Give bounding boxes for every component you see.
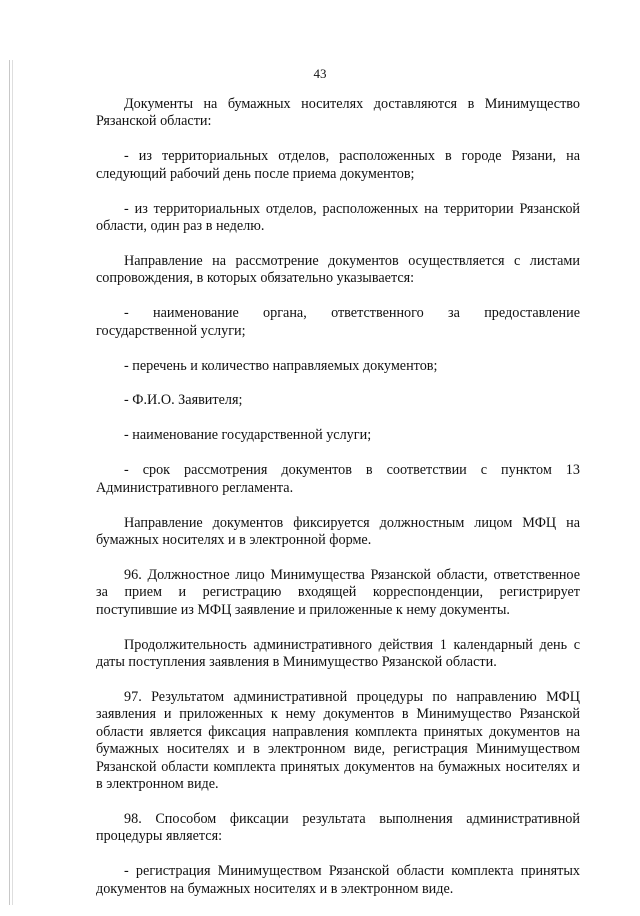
paragraph-service-name: - наименование государственной услуги; bbox=[124, 427, 372, 444]
document-body bbox=[96, 96, 580, 916]
paragraph-registration: - регистрация Минимуществом Рязанской области комплекта принятых документов на бумажных носителях и в электронном виде. bbox=[96, 863, 580, 897]
paragraph-delivery-intro: Документы на бумажных носителях доставляются в Минимущество Рязанской области: bbox=[96, 96, 580, 130]
paragraph-ryazan-city: - из территориальных отделов, расположенных в городе Рязани, на следующий рабочий день после приема документов; bbox=[96, 148, 580, 182]
paragraph-duration: Продолжительность административного действия 1 календарный день с даты поступления заявления в Минимущество Рязанской области. bbox=[96, 636, 580, 671]
scan-edge-line-inner bbox=[12, 60, 13, 905]
paragraph-applicant-name: - Ф.И.О. Заявителя; bbox=[124, 392, 243, 409]
paragraph-item-98: 98. Способом фиксации результата выполнения административной процедуры является: bbox=[96, 810, 580, 845]
paragraph-item-97: 97. Результатом административной процедуры по направлению МФЦ заявления и приложенных к нему документов в Минимущество Рязанской области является фиксация направления комплекта принятых документов на бумажных носителях и в электронном виде, регистрация Минимуществом Рязанской области комплекта принятых документов на бумажных носителях и в электронном виде. bbox=[96, 688, 580, 792]
paragraph-cover-sheets: Направление на рассмотрение документов осуществляется с листами сопровождения, в которых обязательно указывается: bbox=[96, 252, 580, 287]
paragraph-item-96: 96. Должностное лицо Минимущества Рязанской области, ответственное за прием и регистрацию входящей корреспонденции, регистрирует поступившие из МФЦ заявление и приложенные к нему документы. bbox=[96, 566, 580, 618]
scan-edge-line bbox=[9, 60, 10, 905]
paragraph-document-list: - перечень и количество направляемых документов; bbox=[124, 357, 438, 374]
paragraph-ryazan-region: - из территориальных отделов, расположенных на территории Рязанской области, один раз в неделю. bbox=[96, 200, 580, 235]
paragraph-mfc-recording: Направление документов фиксируется должностным лицом МФЦ на бумажных носителях и в электронной форме. bbox=[96, 514, 580, 548]
page-number: 43 bbox=[313, 66, 327, 81]
paragraph-review-period: - срок рассмотрения документов в соответствии с пунктом 13 Административного регламента. bbox=[96, 462, 580, 496]
paragraph-organ-name: - наименование органа, ответственного за предоставление государственной услуги; bbox=[96, 305, 580, 339]
